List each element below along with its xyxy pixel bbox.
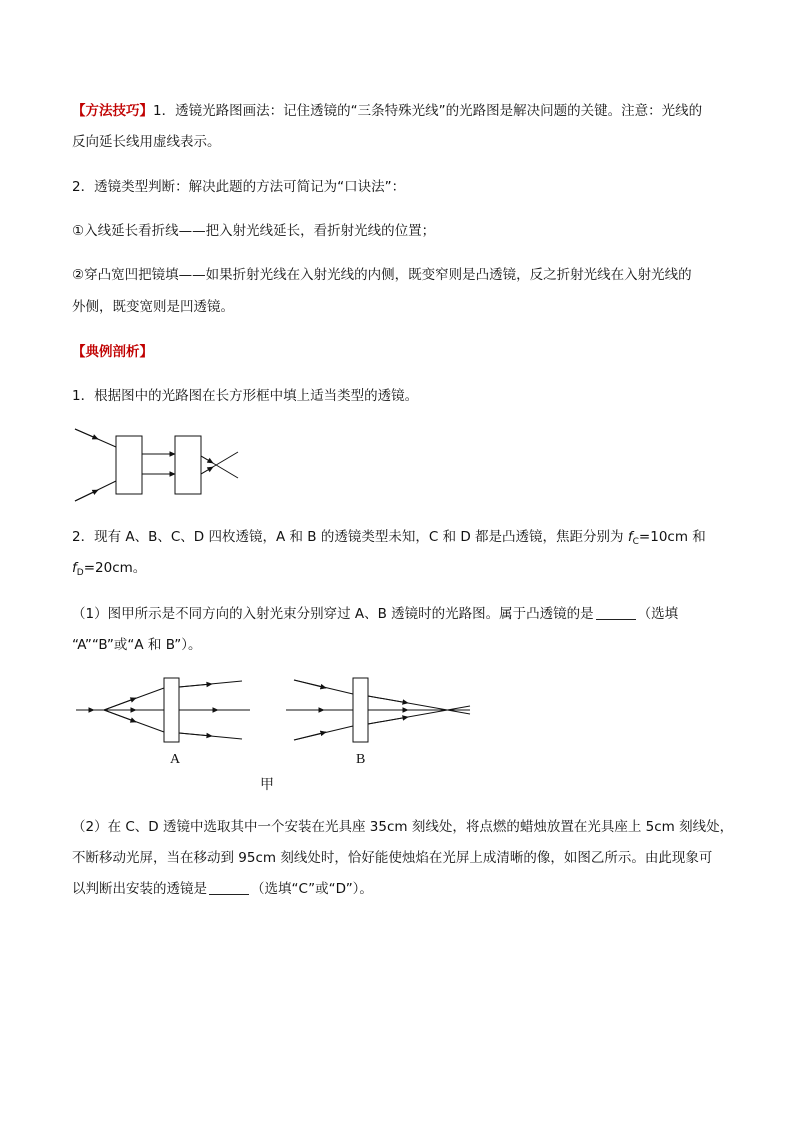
- a-ray-in-bottom-arrow: [104, 710, 136, 722]
- tips-tag: 【方法技巧】: [72, 103, 153, 119]
- a-ray-in-top-arrow: [104, 698, 136, 710]
- q1-light-path-figure: [70, 426, 250, 506]
- b-ray-out-bottom-arrow: [368, 717, 408, 724]
- figure-label-b: B: [356, 752, 366, 767]
- question-2: [72, 527, 732, 552]
- b-ray-out-top-arrow: [368, 696, 408, 703]
- q1-ray-out-2-arrow: [201, 467, 213, 474]
- tips-p1-text: 1．透镜光路图画法：记住透镜的“三条特殊光线”的光路图是解决问题的关键。注意：光线的: [153, 103, 703, 119]
- question-2-part-2: （2）在 C、D 透镜中选取其中一个安装在光具座 35cm 刻线处，将点燃的蜡烛放置在光具座上 5cm 刻线处，: [72, 819, 734, 835]
- fd-value: =20cm。: [83, 560, 147, 576]
- question-2-part-2-cont-1: 不断移动光屏，当在移动到 95cm 刻线处时，恰好能使烛焰在光屏上成清晰的像，如图乙所示。由此现象可: [72, 850, 713, 866]
- question-2-part-1-cont: “A”“B”或“A 和 B”）。: [72, 637, 202, 653]
- q1-ray-out-1-arrow: [201, 456, 213, 463]
- q2-1-option-prefix: （选填: [637, 606, 679, 622]
- fc-value: =10cm 和: [638, 529, 706, 545]
- b-ray-in-bottom-arrow: [294, 732, 326, 740]
- tips-paragraph-4-cont: 外侧，既变宽则是凹透镜。: [72, 299, 234, 315]
- fc-symbol: f: [627, 529, 633, 545]
- figure-caption-jia: 甲: [260, 778, 274, 793]
- q1-lens-box-1[interactable]: [116, 436, 142, 494]
- a-ray-out-top-arrow: [179, 684, 212, 687]
- question-1: 1．根据图中的光路图在长方形框中填上适当类型的透镜。: [72, 388, 419, 404]
- a-ray-out-bottom-arrow: [179, 733, 212, 736]
- q2-2-options: （选填“C”或“D”）。: [251, 881, 373, 897]
- fc-subscript: C: [632, 537, 639, 547]
- q1-ray-in-top-arrow: [75, 429, 98, 439]
- question-2-cont: [72, 558, 732, 583]
- lens-a: [164, 678, 179, 742]
- question-2-part-1: [72, 604, 732, 624]
- lens-b: [353, 678, 368, 742]
- q2-2-text: 以判断出安装的透镜是: [72, 881, 207, 897]
- tips-paragraph-1-cont: 反向延长线用虚线表示。: [72, 134, 221, 150]
- tips-paragraph-3: ①入线延长看折线——把入射光线延长，看折射光线的位置；: [72, 223, 436, 239]
- figure-jia-light-paths: [72, 672, 482, 754]
- fd-subscript: D: [76, 568, 84, 578]
- q2-2-answer-blank[interactable]: [209, 880, 249, 895]
- examples-tag: 【典例剖析】: [72, 344, 153, 360]
- tips-paragraph-1: [72, 101, 732, 121]
- q2-1-text: （1）图甲所示是不同方向的入射光束分别穿过 A、B 透镜时的光路图。属于凸透镜的是: [72, 606, 594, 622]
- question-2-part-2-cont-2: [72, 879, 732, 899]
- figure-label-a: A: [170, 752, 181, 767]
- fd-symbol: f: [72, 560, 77, 576]
- q2-text: 2．现有 A、B、C、D 四枚透镜，A 和 B 的透镜类型未知，C 和 D 都是凸透镜，焦距分别为: [72, 529, 628, 545]
- tips-paragraph-2: 2．透镜类型判断：解决此题的方法可简记为“口诀法”：: [72, 179, 406, 195]
- q1-lens-box-2[interactable]: [175, 436, 201, 494]
- tips-paragraph-4: ②穿凸宽凹把镜填——如果折射光线在入射光线的内侧，既变窄则是凸透镜，反之折射光线在入射光线的: [72, 267, 692, 283]
- b-ray-in-top-arrow: [294, 680, 326, 688]
- q1-ray-in-bottom-arrow: [75, 490, 98, 501]
- q2-1-answer-blank[interactable]: [596, 605, 636, 620]
